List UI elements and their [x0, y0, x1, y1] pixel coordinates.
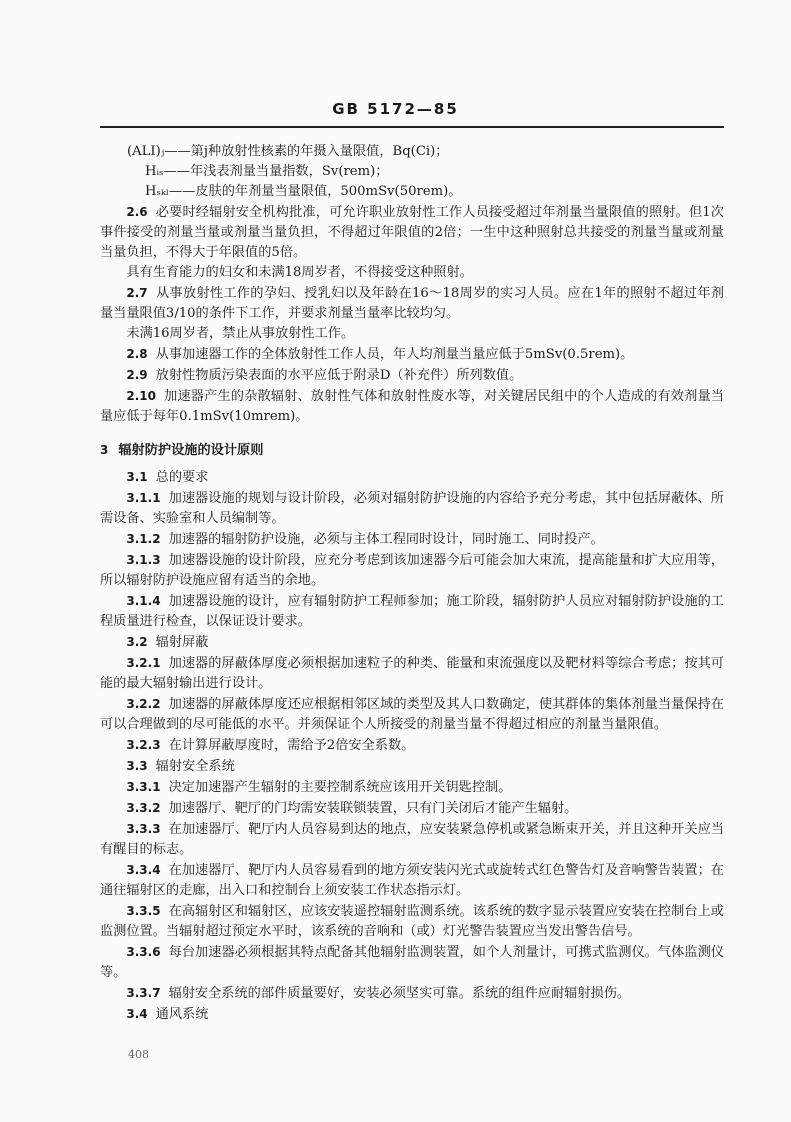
clause-3-3-7: 3.3.7 辐射安全系统的部件质量要好，安装必须坚实可靠。系统的组件应耐辐射损伤。 [126, 986, 631, 1001]
clause-2-8: 2.8 从事加速器工作的全体放射性工作人员，年人均剂量当量应低于5mSv(0.5rem)。 [126, 347, 634, 362]
document-body [100, 142, 724, 1025]
clause-3-3-4: 3.3.4 在加速器厅、靶厅内人员容易看到的地方须安装闪光式或旋转式红色警告灯及音响警告装置；在通往辐射区的走廊，出入口和控制台上须安装工作状态指示灯。 [100, 863, 724, 898]
clause-3-3-5: 3.3.5 在高辐射区和辐射区，应该安装遥控辐射监测系统。该系统的数字显示装置应安装在控制台上或监测位置。当辐射超过预定水平时，该系统的音响和（或）灯光警告装置应当发出警告信号。 [100, 904, 724, 939]
clause-3-3-3: 3.3.3 在加速器厅、靶厅内人员容易到达的地点，应安装紧急停机或紧急断束开关，并且这种开关应当有醒目的标志。 [100, 822, 724, 857]
clause-3-3-1: 3.3.1 决定加速器产生辐射的主要控制系统应该用开关钥匙控制。 [126, 780, 512, 795]
clause-2-6-note: 具有生育能力的妇女和未满18周岁者，不得接受这种照射。 [126, 265, 473, 280]
clause-3-1-3: 3.1.3 加速器设施的设计阶段，应充分考虑到该加速器今后可能会加大束流，提高能量和扩大应用等，所以辐射防护设施应留有适当的余地。 [100, 553, 724, 588]
header-rule [100, 126, 724, 128]
clause-3-1-4: 3.1.4 加速器设施的设计，应有辐射防护工程师参加；施工阶段，辐射防护人员应对辐射防护设施的工程质量进行检查，以保证设计要求。 [100, 594, 724, 629]
clause-2-10: 2.10 加速器产生的杂散辐射、放射性气体和放射性废水等，对关键居民组中的个人造成的有效剂量当量应低于每年0.1mSv(10mrem)。 [100, 389, 724, 424]
clause-3-3-2: 3.3.2 加速器厅、靶厅的门均需安装联锁装置，只有门关闭后才能产生辐射。 [126, 801, 578, 816]
clause-3-2: 3.2 辐射屏蔽 [126, 635, 209, 650]
clause-2-9: 2.9 放射性物质污染表面的水平应低于附录D（补充件）所列数值。 [126, 368, 523, 383]
clause-2-7-note: 未满16周岁者，禁止从事放射性工作。 [126, 326, 355, 341]
clause-2-6: 2.6 必要时经辐射安全机构批准，可允许职业放射性工作人员接受超过年剂量当量限值的照射。但1次事件接受的剂量当量或剂量当量负担，不得超过年限值的2倍；一生中这种照射总共接受的剂量当量或剂量当量负担，不得大于年限值的5倍。 [100, 205, 724, 260]
definition-hskl: Hₛₖₗ——皮肤的年剂量当量限值，500mSv(50rem)。 [145, 184, 462, 199]
clause-3-3-6: 3.3.6 每台加速器必须根据其特点配备其他辐射监测装置，如个人剂量计，可携式监测仪。气体监测仪等。 [100, 945, 724, 980]
page-number: 408 [128, 1048, 149, 1061]
clause-3-4: 3.4 通风系统 [126, 1007, 209, 1022]
clause-3-2-1: 3.2.1 加速器的屏蔽体厚度必须根据加速粒子的种类、能量和束流强度以及靶材料等综合考虑；按其可能的最大辐射输出进行设计。 [100, 656, 724, 691]
clause-3-1-2: 3.1.2 加速器的辐射防护设施，必须与主体工程同时设计，同时施工、同时投产。 [126, 532, 604, 547]
clause-3-2-2: 3.2.2 加速器的屏蔽体厚度还应根据相邻区域的类型及其人口数确定，使其群体的集体剂量当量保持在可以合理做到的尽可能低的水平。并须保证个人所接受的剂量当量不得超过相应的剂量当量限值。 [100, 697, 724, 732]
clause-3-2-3: 3.2.3 在计算屏蔽厚度时，需给予2倍安全系数。 [126, 738, 415, 753]
clause-3-1-1: 3.1.1 加速器设施的规划与设计阶段，必须对辐射防护设施的内容给予充分考虑，其中包括屏蔽体、所需设备、实验室和人员编制等。 [100, 491, 724, 526]
section-3-heading: 3 辐射防护设施的设计原则 [100, 443, 264, 458]
clause-3-3: 3.3 辐射安全系统 [126, 759, 235, 774]
definition-ali: (ALI)ⱼ——第j种放射性核素的年摄入量限值，Bq(Ci)； [127, 144, 449, 159]
clause-2-7: 2.7 从事放射性工作的孕妇、授乳妇以及年龄在16～18周岁的实习人员。应在1年的照射不超过年剂量当量限值3/10的条件下工作，并要求剂量当量率比较均匀。 [100, 286, 724, 321]
definition-his: Hᵢₛ——年浅表剂量当量指数，Sv(rem)； [145, 164, 389, 179]
clause-3-1: 3.1 总的要求 [126, 470, 209, 485]
standard-header: GB 5172—85 [332, 100, 459, 118]
